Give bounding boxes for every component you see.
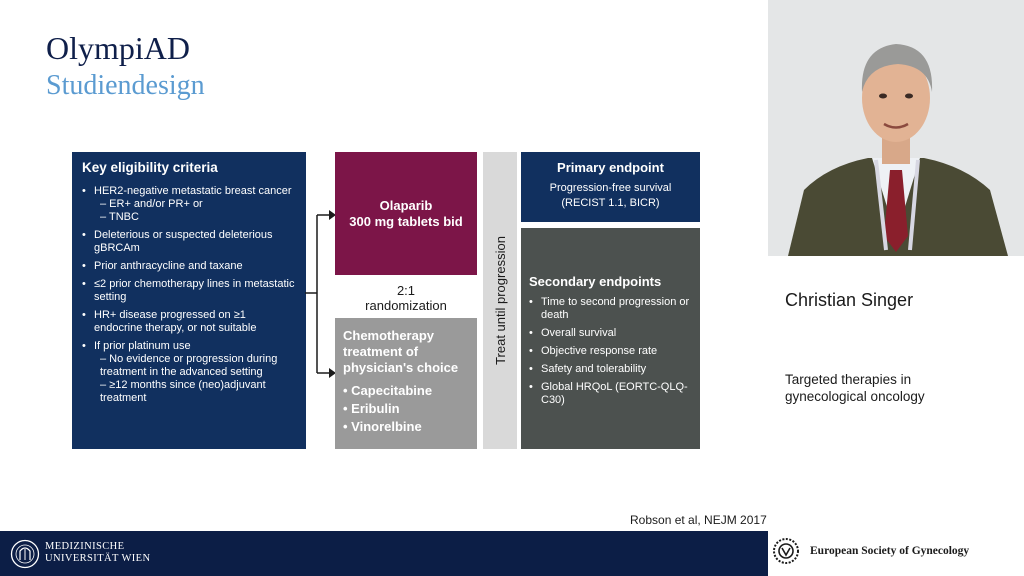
criteria-subitem: – No evidence or progression during treatment in the advanced setting	[100, 353, 278, 378]
citation: Robson et al, NEJM 2017	[630, 513, 767, 527]
criteria-subitem: – ≥12 months since (neo)adjuvant treatment	[100, 379, 266, 404]
speaker-name: Christian Singer	[785, 290, 914, 310]
primary-endpoint-line: (RECIST 1.1, BICR)	[561, 197, 660, 209]
society-logo-icon	[771, 536, 801, 566]
criteria-item	[82, 278, 296, 304]
eligibility-criteria-box	[72, 152, 306, 449]
secondary-endpoint-item: • Overall survival	[529, 327, 692, 340]
slide-title: OlympiAD	[46, 30, 190, 66]
criteria-item	[82, 309, 296, 335]
university-name	[45, 541, 150, 565]
secondary-endpoint-item: • Safety and tolerability	[529, 363, 692, 376]
criteria-item	[82, 340, 296, 405]
speaker-portrait	[768, 0, 1024, 256]
treat-until-progression-label: Treat until progression	[492, 236, 508, 365]
randomization-label	[335, 283, 477, 313]
society-logo-area	[768, 531, 1024, 576]
secondary-endpoint-item: • Global HRQoL (EORTC-QLQ-C30)	[529, 381, 692, 407]
criteria-item-text: • If prior platinum use	[94, 340, 191, 352]
criteria-item-text: • HER2-negative metastatic breast cancer	[94, 185, 292, 197]
randomization-text: randomization	[365, 298, 447, 313]
primary-endpoint-header: Primary endpoint	[557, 160, 664, 175]
chemotherapy-item: • Capecitabine	[343, 383, 433, 398]
criteria-subitem: – TNBC	[100, 211, 139, 223]
eligibility-criteria-header: Key eligibility criteria	[82, 160, 218, 175]
chemotherapy-item: • Eribulin	[343, 401, 400, 416]
olaparib-label: Olaparib	[379, 197, 433, 213]
chemotherapy-arm-box	[335, 318, 477, 449]
primary-endpoint-line: Progression-free survival	[549, 182, 672, 194]
speaker-video	[768, 0, 1024, 256]
university-seal-icon	[10, 539, 40, 569]
society-name: European Society of Gynecology	[810, 545, 970, 557]
randomization-ratio: 2:1	[396, 283, 416, 298]
criteria-subitem: – ER+ and/or PR+ or	[100, 198, 203, 210]
chemotherapy-item: • Vinorelbine	[343, 419, 422, 434]
secondary-endpoints-box	[521, 228, 700, 449]
randomization-arrows	[305, 205, 337, 380]
chemotherapy-header: Chemotherapy treatment of physician's choice	[343, 328, 459, 375]
footer-bar	[0, 531, 768, 576]
secondary-endpoints-list	[529, 296, 692, 407]
olaparib-dose: 300 mg tablets bid	[349, 213, 463, 229]
criteria-item-text: • ≤2 prior chemotherapy lines in metastatic setting	[94, 278, 295, 303]
criteria-item	[82, 260, 296, 273]
speaker-topic: Targeted therapies in gynecological oncology	[785, 372, 925, 404]
criteria-item-text: • Prior anthracycline and taxane	[94, 260, 243, 272]
criteria-item	[82, 185, 296, 224]
criteria-item-text: • Deleterious or suspected deleterious gBRCAm	[94, 229, 273, 254]
slide-subtitle: Studiendesign	[46, 70, 205, 101]
primary-endpoint-box	[521, 152, 700, 222]
secondary-endpoint-item: • Objective response rate	[529, 345, 692, 358]
criteria-item-text: • HR+ disease progressed on ≥1 endocrine therapy, or not suitable	[94, 309, 257, 334]
secondary-endpoint-item: • Time to second progression or death	[529, 296, 692, 322]
chemotherapy-list	[343, 382, 469, 436]
treat-until-progression-bar	[483, 152, 517, 449]
eligibility-criteria-list	[82, 185, 296, 405]
criteria-item	[82, 229, 296, 255]
olaparib-arm-box	[335, 152, 477, 275]
university-name-line: MEDIZINISCHE	[45, 541, 125, 552]
secondary-endpoints-header: Secondary endpoints	[529, 274, 662, 289]
university-name-line: UNIVERSITÄT WIEN	[45, 553, 151, 564]
